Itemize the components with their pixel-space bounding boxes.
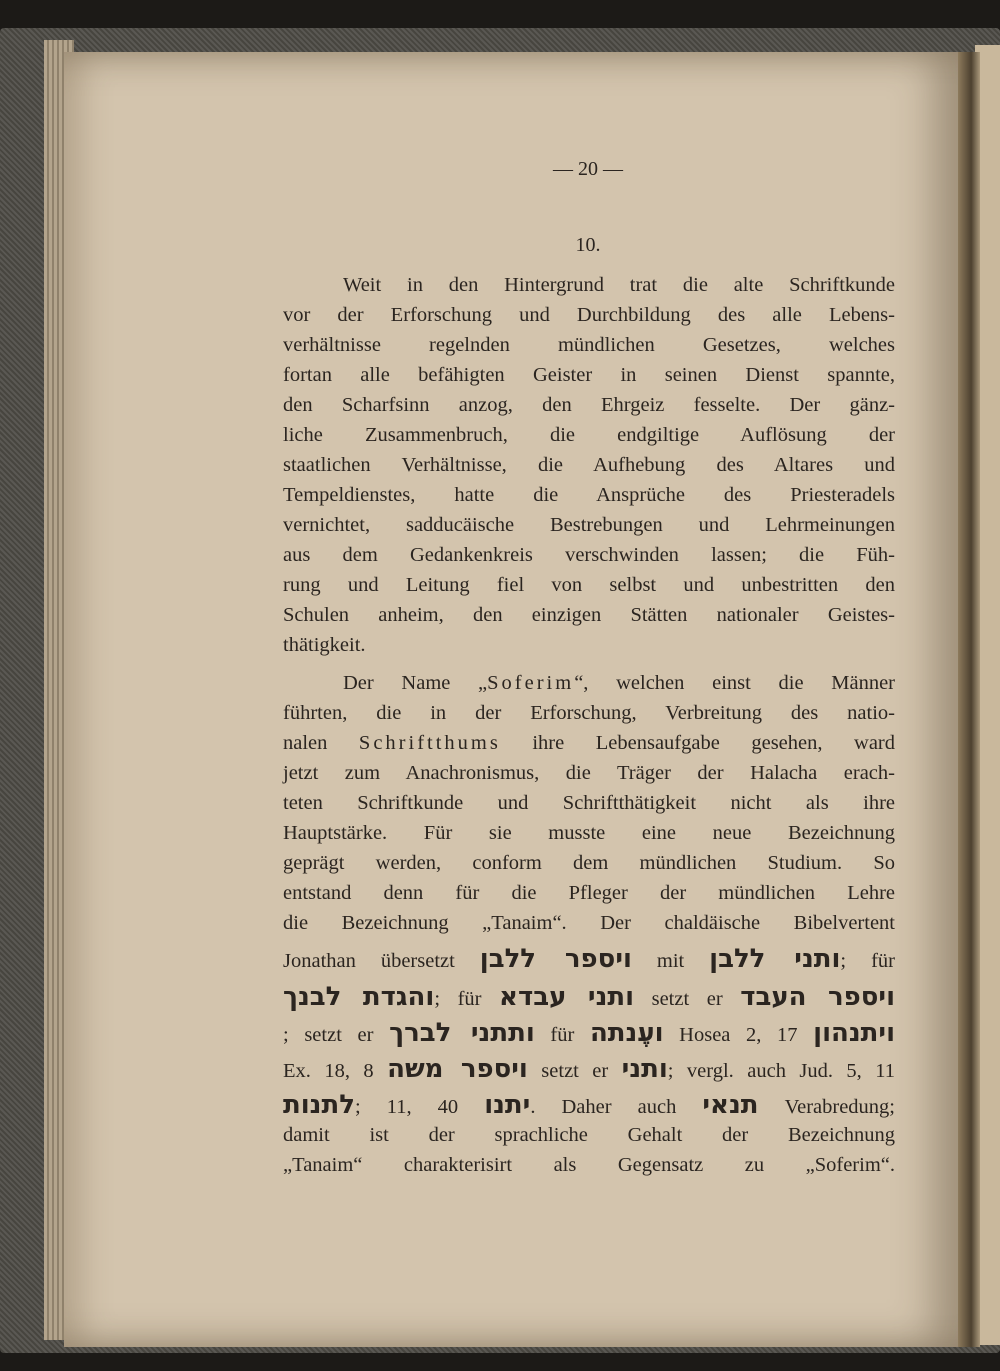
text-fragment: ihre Lebensaufgabe gesehen, ward	[500, 732, 895, 754]
text-line: jetzt zum Anachronismus, die Träger der Halacha erach-	[283, 762, 895, 784]
text-line	[283, 1018, 895, 1048]
hebrew-text: לתנות	[283, 1090, 355, 1120]
text-fragment: ; für	[840, 950, 895, 972]
hebrew-text: ויספר משה	[387, 1054, 528, 1084]
text-line: Weit in den Hintergrund trat die alte Schriftkunde	[343, 274, 895, 296]
text-fragment: ; 11, 40	[354, 1096, 485, 1118]
text-fragment: . Daher auch	[530, 1096, 703, 1118]
emphasis-schriftthums: Schriftthums	[358, 732, 501, 754]
text-fragment: ; setzt er	[283, 1024, 374, 1046]
text-fragment: Ex. 18, 8	[283, 1060, 388, 1082]
page-number: — 20 —	[553, 158, 623, 180]
text-line: verhältnisse regelnden mündlichen Gesetzes, welches	[283, 334, 895, 356]
text-fragment: ; vergl. auch Jud. 5, 11	[667, 1060, 895, 1082]
hebrew-text: ויתנהון	[813, 1018, 895, 1048]
text-line: fortan alle befähigten Geister in seinen Dienst spannte,	[283, 364, 895, 386]
hebrew-text: ותני	[621, 1054, 668, 1084]
text-line: „Tanaim“ charakterisirt als Gegensatz zu „Soferim“.	[283, 1154, 895, 1176]
text-line: entstand denn für die Pfleger der mündlichen Lehre	[283, 882, 895, 904]
text-line	[283, 1054, 895, 1084]
text-line: aus dem Gedankenkreis verschwinden lassen; die Füh-	[283, 544, 895, 566]
text-fragment: Der Name „	[343, 672, 488, 694]
hebrew-text: ועֶנתה	[589, 1018, 664, 1048]
text-line: die Bezeichnung „Tanaim“. Der chaldäische Bibelvertent	[283, 912, 895, 934]
hebrew-text: ויספר העבד	[740, 982, 896, 1012]
text-fragment: Verabredung;	[758, 1096, 895, 1118]
text-line: rung und Leitung fiel von selbst und unbestritten den	[283, 574, 895, 596]
text-fragment: nalen	[283, 732, 359, 754]
text-line	[283, 944, 895, 974]
hebrew-text: ויספר ללבן	[479, 944, 632, 974]
text-fragment: Jonathan übersetzt	[283, 950, 480, 972]
text-fragment: Hosea 2, 17	[663, 1024, 814, 1046]
text-line	[283, 728, 895, 758]
text-fragment: für	[534, 1024, 590, 1046]
text-fragment: “, welchen einst die Männer	[574, 672, 895, 694]
text-fragment: ; für	[434, 988, 500, 1010]
text-line: führten, die in der Erforschung, Verbreitung des natio-	[283, 702, 895, 724]
text-line: Tempeldienstes, hatte die Ansprüche des Priesteradels	[283, 484, 895, 506]
emphasis-soferim: Soferim	[487, 672, 575, 694]
section-number: 10.	[575, 234, 601, 256]
text-line: geprägt werden, conform dem mündlichen Studium. So	[283, 852, 895, 874]
text-line: Hauptstärke. Für sie musste eine neue Bezeichnung	[283, 822, 895, 844]
text-line: teten Schriftkunde und Schriftthätigkeit nicht als ihre	[283, 792, 895, 814]
text-line: liche Zusammenbruch, die endgiltige Auflösung der	[283, 424, 895, 446]
text-line	[283, 982, 895, 1012]
book-gutter	[958, 52, 980, 1347]
text-fragment: setzt er	[527, 1060, 622, 1082]
hebrew-text: והגדת לבנך	[283, 982, 435, 1012]
text-line	[283, 668, 895, 698]
text-fragment: mit	[631, 950, 710, 972]
text-fragment: setzt er	[634, 988, 741, 1010]
hebrew-text: תנאי	[702, 1090, 759, 1120]
hebrew-text: ותתני לברך	[389, 1018, 535, 1048]
hebrew-text: יתנו	[484, 1090, 531, 1120]
text-line: den Scharfsinn anzog, den Ehrgeiz fesselte. Der gänz-	[283, 394, 895, 416]
text-line: vernichtet, sadducäische Bestrebungen und Lehrmeinungen	[283, 514, 895, 536]
text-line: vor der Erforschung und Durchbildung des alle Lebens-	[283, 304, 895, 326]
text-line: staatlichen Verhältnisse, die Aufhebung des Altares und	[283, 454, 895, 476]
text-line: Schulen anheim, den einzigen Stätten nationaler Geistes-	[283, 604, 895, 626]
text-line	[283, 1090, 895, 1120]
text-line: damit ist der sprachliche Gehalt der Bezeichnung	[283, 1124, 895, 1146]
hebrew-text: ותני ללבן	[709, 944, 841, 974]
hebrew-text: ותני עבדא	[499, 982, 635, 1012]
text-line: thätigkeit.	[283, 634, 366, 656]
